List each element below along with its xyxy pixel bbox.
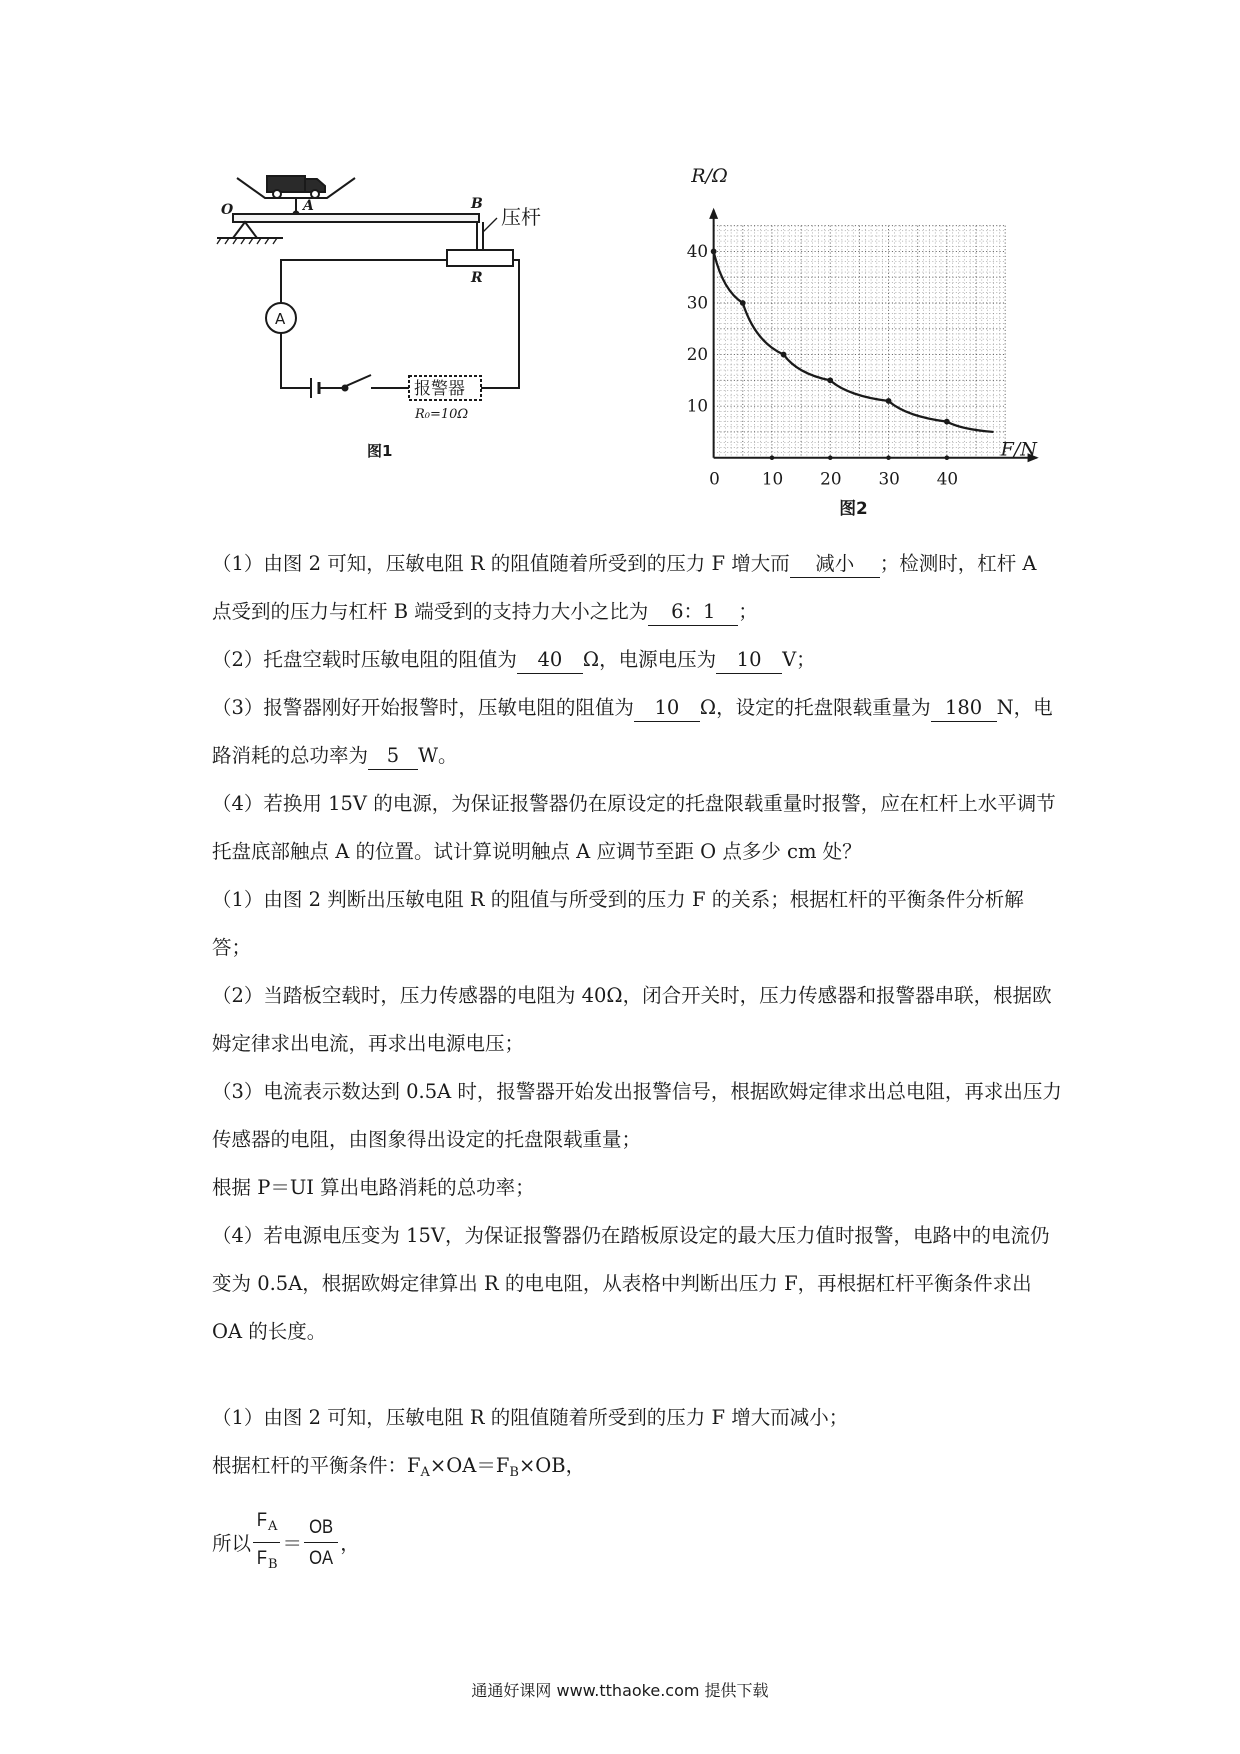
axis-tick-dot <box>770 455 774 459</box>
question-4: （4）若换用 15V 的电源，为保证报警器仍在原设定的托盘限载重量时报警，应在杠杆上水平调节托盘底部触点 A 的位置。试计算说明触点 A 应调节至距 O 点多少 cm 处？ <box>212 792 1056 863</box>
q2-text-c: V； <box>782 648 816 671</box>
label-lever: 压杆 <box>501 205 541 229</box>
data-point <box>944 419 950 425</box>
q2-text-a: （2）托盘空载时压敏电阻的阻值为 <box>212 648 517 671</box>
axis-tick-dot <box>945 455 949 459</box>
question-2 <box>212 636 1062 684</box>
q2-answer-1: 40 <box>517 647 583 674</box>
alarm-label: 报警器 <box>414 379 465 399</box>
ammeter-label: A <box>275 310 286 328</box>
y-tick-label: 30 <box>686 292 709 313</box>
q1-text-a: （1）由图 2 可知，压敏电阻 R 的阻值随着所受到的压力 F 增大而 <box>212 552 790 575</box>
s2-text-a: 根据杠杆的平衡条件：F <box>212 1454 421 1477</box>
s2-sub-b: B <box>509 1465 519 1480</box>
x-axis-label: F/N <box>1000 438 1037 461</box>
figure-1-circuit-diagram <box>215 170 595 510</box>
s2-sub-a: A <box>420 1465 430 1480</box>
data-point <box>711 249 717 255</box>
lever-bar <box>233 214 479 222</box>
frac-den: F <box>256 1546 268 1569</box>
axis-tick-dot <box>886 455 890 459</box>
s3-equals: ＝ <box>282 1532 303 1555</box>
r0-label: R₀=10Ω <box>415 407 469 422</box>
pressure-sensor-r <box>447 250 513 266</box>
q1-answer-1: 减小 <box>790 551 880 578</box>
label-b: B <box>471 196 483 212</box>
data-point <box>740 300 746 306</box>
frac-num-sub: A <box>268 1518 278 1534</box>
page-footer: 通通好课网 www.tthaoke.com 提供下载 <box>471 1681 769 1700</box>
q2-text-b: Ω，电源电压为 <box>582 648 717 671</box>
q3-answer-1: 10 <box>634 695 700 722</box>
y-axis-label: R/Ω <box>691 164 728 187</box>
x-tick-label: 40 <box>936 468 959 489</box>
analysis-3: （3）电流表示数达到 0.5A 时，报警器开始发出报警信号，根据欧姆定律求出总电阻，再求出压力传感器的电阻，由图象得出设定的托盘限载重量； <box>212 1080 1062 1151</box>
pivot <box>233 222 257 238</box>
label-o: O <box>221 202 234 218</box>
frac-num: F <box>256 1508 268 1531</box>
q2-answer-2: 10 <box>716 647 782 674</box>
y-tick-label: 40 <box>686 241 709 262</box>
figure-1-caption: 图1 <box>367 442 393 460</box>
frac2-num: OB <box>309 1515 334 1538</box>
q3-text-a: （3）报警器刚好开始报警时，压敏电阻的阻值为 <box>212 696 634 719</box>
fraction-ob-oa <box>304 1514 338 1571</box>
question-1 <box>212 540 1062 636</box>
figure-2-chart <box>660 155 1070 525</box>
solution-1: （1）由图 2 可知，压敏电阻 R 的阻值随着所受到的压力 F 增大而减小； <box>212 1406 849 1429</box>
q3-text-b: Ω，设定的托盘限载重量为 <box>699 696 931 719</box>
data-point <box>886 398 892 404</box>
s3-prefix: 所以 <box>212 1532 252 1555</box>
q3-answer-3: 5 <box>368 743 418 770</box>
analysis-2: （2）当踏板空载时，压力传感器的电阻为 40Ω，闭合开关时，压力传感器和报警器串联，根据欧姆定律求出电流，再求出电源电压； <box>212 984 1052 1055</box>
frac-den-sub: B <box>267 1556 278 1572</box>
q1-answer-2: 6：1 <box>648 599 738 626</box>
label-a: A <box>303 198 314 214</box>
q3-answer-2: 180 <box>931 695 997 722</box>
figure-2-caption: 图2 <box>839 497 868 518</box>
data-point <box>827 377 833 383</box>
analysis-4: （4）若电源电压变为 15V，为保证报警器仍在踏板原设定的最大压力值时报警，电路中的电流仍变为 0.5A，根据欧姆定律算出 R 的电电阻，从表格中判断出压力 F，再根据杠杆平衡条件求出 OA 的长度。 <box>212 1224 1050 1343</box>
y-tick-label: 20 <box>686 344 709 365</box>
question-text-block <box>212 540 1062 1581</box>
fraction-fa-fb <box>253 1507 280 1578</box>
s3-suffix: ， <box>340 1532 360 1555</box>
y-tick-label: 10 <box>686 395 709 416</box>
s2-text-b: ×OA＝F <box>429 1454 510 1477</box>
q1-text-b: ；检测时，杠杆 A 点受到的压力与杠杆 B 端受到的支持力大小之比为 <box>212 552 1037 623</box>
x-tick-label: 20 <box>820 468 842 489</box>
axis-tick-dot <box>828 455 832 459</box>
q3-text-d: W。 <box>418 744 458 767</box>
truck-icon <box>267 176 325 198</box>
q3-text-c: N，电路消耗的总功率为 <box>212 696 1053 767</box>
analysis-1: （1）由图 2 判断出压敏电阻 R 的阻值与所受到的压力 F 的关系；根据杠杆的平衡条件分析解答； <box>212 888 1024 959</box>
q1-text-c: ； <box>738 600 758 623</box>
y-axis-arrow <box>709 208 718 219</box>
x-tick-label: 30 <box>878 468 900 489</box>
label-r: R <box>471 270 483 286</box>
chart-grid <box>714 226 1006 458</box>
s2-text-c: ×OB， <box>518 1454 586 1477</box>
question-3 <box>212 684 1062 780</box>
x-tick-label-origin: 0 <box>709 468 720 489</box>
switch <box>346 375 371 386</box>
frac2-den: OA <box>309 1546 334 1569</box>
x-tick-label: 10 <box>761 468 784 489</box>
solution-2 <box>212 1442 1062 1497</box>
data-point <box>781 352 787 358</box>
analysis-3b: 根据 P＝UI 算出电路消耗的总功率； <box>212 1176 535 1199</box>
solution-3-fraction <box>212 1503 1062 1581</box>
